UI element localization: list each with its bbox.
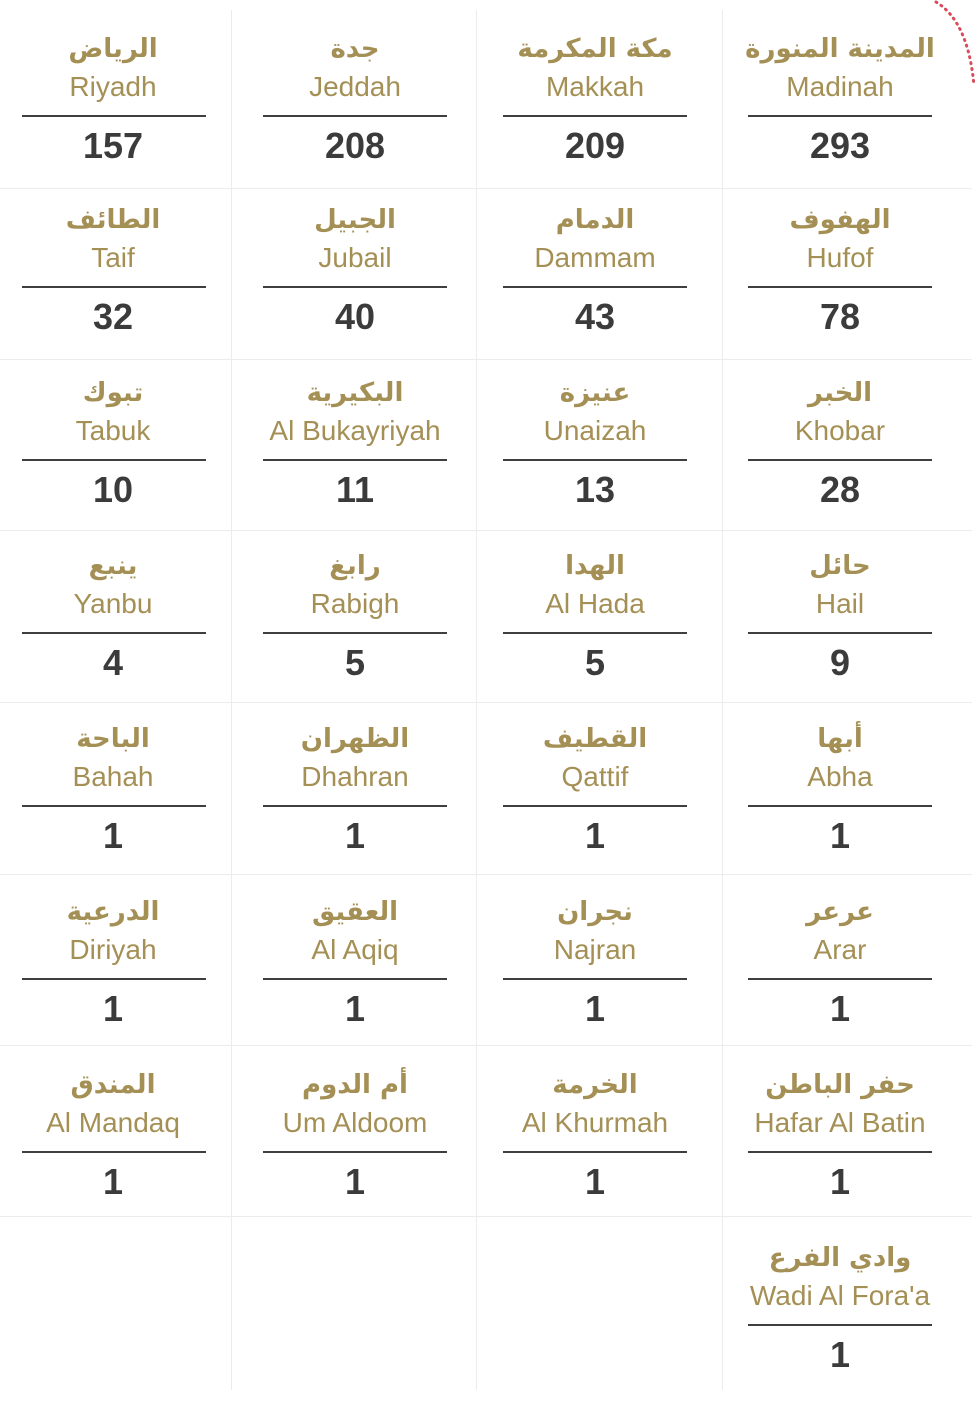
city-name-english: Rabigh xyxy=(310,588,400,619)
city-cell xyxy=(475,2,715,174)
divider-rule xyxy=(22,115,206,117)
city-name-arabic: القطيف xyxy=(542,724,648,754)
city-cell xyxy=(0,692,233,864)
city-cell xyxy=(0,1038,233,1210)
city-name-arabic: الجبيل xyxy=(314,205,396,235)
city-name-arabic: جدة xyxy=(330,34,380,64)
divider-rule xyxy=(503,459,687,461)
city-cell xyxy=(475,346,715,518)
city-count: 1 xyxy=(584,815,606,856)
divider-rule xyxy=(263,1151,447,1153)
divider-rule xyxy=(503,978,687,980)
city-name-english: Arar xyxy=(813,934,867,965)
divider-rule xyxy=(748,805,932,807)
city-count: 157 xyxy=(82,125,144,166)
divider-rule xyxy=(263,632,447,634)
city-count: 1 xyxy=(102,1161,124,1202)
city-name-english: Madinah xyxy=(786,71,894,102)
city-cell xyxy=(0,865,233,1037)
city-count: 209 xyxy=(564,125,626,166)
city-count: 13 xyxy=(574,469,616,510)
city-cell xyxy=(0,519,233,691)
city-cell xyxy=(235,865,475,1037)
city-name-arabic: الباحة xyxy=(76,724,150,754)
city-name-english: Al Hada xyxy=(545,588,645,619)
divider-rule xyxy=(263,978,447,980)
city-name-arabic: الطائف xyxy=(65,205,161,235)
city-name-arabic: المدينة المنورة xyxy=(745,34,935,64)
city-name-english: Unaizah xyxy=(543,415,647,446)
city-cell xyxy=(235,2,475,174)
divider-rule xyxy=(263,115,447,117)
city-cell xyxy=(720,1038,960,1210)
city-name-arabic: الهدا xyxy=(565,551,625,581)
city-count: 5 xyxy=(584,642,606,683)
city-name-arabic: رابغ xyxy=(329,551,381,581)
city-name-english: Al Aqiq xyxy=(311,934,399,965)
divider-rule xyxy=(22,1151,206,1153)
city-name-arabic: عنيزة xyxy=(559,378,631,408)
city-name-english: Diriyah xyxy=(69,934,157,965)
city-count: 28 xyxy=(819,469,861,510)
divider-rule xyxy=(748,459,932,461)
city-cell xyxy=(235,1038,475,1210)
city-cell xyxy=(235,173,475,345)
city-count: 1 xyxy=(344,815,366,856)
city-name-arabic: الظهران xyxy=(300,724,410,754)
city-name-english: Um Aldoom xyxy=(282,1107,428,1138)
divider-rule xyxy=(748,115,932,117)
city-cell xyxy=(235,346,475,518)
city-count: 1 xyxy=(344,1161,366,1202)
city-cell xyxy=(720,1211,960,1383)
divider-rule xyxy=(503,1151,687,1153)
city-name-arabic: نجران xyxy=(557,897,633,927)
city-name-english: Qattif xyxy=(561,761,629,792)
city-name-arabic: المندق xyxy=(70,1070,156,1100)
city-cell xyxy=(475,692,715,864)
city-name-english: Jeddah xyxy=(309,71,401,102)
city-count: 40 xyxy=(334,296,376,337)
city-name-english: Taif xyxy=(91,242,135,273)
divider-rule xyxy=(748,286,932,288)
divider-rule xyxy=(22,978,206,980)
city-name-arabic: أم الدوم xyxy=(302,1070,408,1100)
city-count: 1 xyxy=(829,1334,851,1375)
city-count: 5 xyxy=(344,642,366,683)
city-cell xyxy=(475,173,715,345)
city-name-english: Al Khurmah xyxy=(521,1107,669,1138)
city-cell xyxy=(720,2,960,174)
city-name-arabic: أبها xyxy=(817,724,863,754)
city-name-arabic: البكيرية xyxy=(306,378,404,408)
city-count: 293 xyxy=(809,125,871,166)
city-name-arabic: العقيق xyxy=(311,897,399,927)
city-cell xyxy=(720,519,960,691)
divider-rule xyxy=(22,805,206,807)
divider-rule xyxy=(263,805,447,807)
city-name-arabic: الهفوف xyxy=(789,205,891,235)
city-count: 1 xyxy=(584,988,606,1029)
city-count: 208 xyxy=(324,125,386,166)
city-name-arabic: الرياض xyxy=(68,34,158,64)
city-name-english: Hail xyxy=(815,588,865,619)
city-name-english: Al Bukayriyah xyxy=(269,415,441,446)
divider-rule xyxy=(748,978,932,980)
divider-rule xyxy=(503,805,687,807)
city-name-arabic: ينبع xyxy=(88,551,138,581)
city-name-arabic: الخرمة xyxy=(552,1070,638,1100)
divider-rule xyxy=(748,1324,932,1326)
city-count: 10 xyxy=(92,469,134,510)
city-cell xyxy=(0,346,233,518)
city-count: 32 xyxy=(92,296,134,337)
city-cell xyxy=(475,1038,715,1210)
city-count: 9 xyxy=(829,642,851,683)
divider-rule xyxy=(503,286,687,288)
city-name-english: Makkah xyxy=(545,71,645,102)
city-cell xyxy=(0,2,233,174)
city-count: 1 xyxy=(344,988,366,1029)
city-count: 1 xyxy=(584,1161,606,1202)
city-name-arabic: الخبر xyxy=(807,378,873,408)
divider-rule xyxy=(748,632,932,634)
city-name-arabic: وادي الفرع xyxy=(768,1243,912,1273)
city-cell xyxy=(720,865,960,1037)
city-name-english: Wadi Al Fora'a xyxy=(749,1280,931,1311)
city-name-arabic: حفر الباطن xyxy=(765,1070,915,1100)
divider-rule xyxy=(263,286,447,288)
divider-rule xyxy=(503,115,687,117)
city-name-english: Jubail xyxy=(318,242,392,273)
city-name-english: Dhahran xyxy=(301,761,409,792)
city-count: 11 xyxy=(335,469,375,510)
city-name-english: Dammam xyxy=(534,242,656,273)
city-name-arabic: الدرعية xyxy=(66,897,160,927)
city-count: 1 xyxy=(829,815,851,856)
city-name-arabic: تبوك xyxy=(82,378,144,408)
city-name-arabic: عرعر xyxy=(806,897,874,927)
city-name-english: Khobar xyxy=(794,415,886,446)
divider-rule xyxy=(503,632,687,634)
city-count: 78 xyxy=(819,296,861,337)
city-name-english: Najran xyxy=(553,934,637,965)
city-count: 43 xyxy=(574,296,616,337)
city-cell xyxy=(720,173,960,345)
city-name-english: Yanbu xyxy=(73,588,153,619)
city-cell xyxy=(720,346,960,518)
divider-rule xyxy=(22,632,206,634)
decorative-dotted-line xyxy=(928,0,978,90)
city-count: 4 xyxy=(102,642,124,683)
city-name-english: Bahah xyxy=(72,761,154,792)
city-cell xyxy=(720,692,960,864)
city-cell xyxy=(235,519,475,691)
city-name-english: Al Mandaq xyxy=(46,1107,180,1138)
city-name-english: Hufof xyxy=(806,242,874,273)
city-cell xyxy=(475,519,715,691)
divider-rule xyxy=(263,459,447,461)
divider-rule xyxy=(22,459,206,461)
city-cell xyxy=(235,692,475,864)
city-name-english: Tabuk xyxy=(75,415,151,446)
city-name-english: Abha xyxy=(807,761,873,792)
city-count: 1 xyxy=(829,988,851,1029)
city-name-arabic: مكة المكرمة xyxy=(517,34,673,64)
city-count: 1 xyxy=(102,988,124,1029)
city-name-arabic: حائل xyxy=(809,551,871,581)
city-name-english: Riyadh xyxy=(69,71,157,102)
city-name-arabic: الدمام xyxy=(555,205,635,235)
city-count: 1 xyxy=(829,1161,851,1202)
divider-rule xyxy=(748,1151,932,1153)
city-cell xyxy=(475,865,715,1037)
city-name-english: Hafar Al Batin xyxy=(754,1107,926,1138)
divider-rule xyxy=(22,286,206,288)
city-cell xyxy=(0,173,233,345)
city-count: 1 xyxy=(102,815,124,856)
